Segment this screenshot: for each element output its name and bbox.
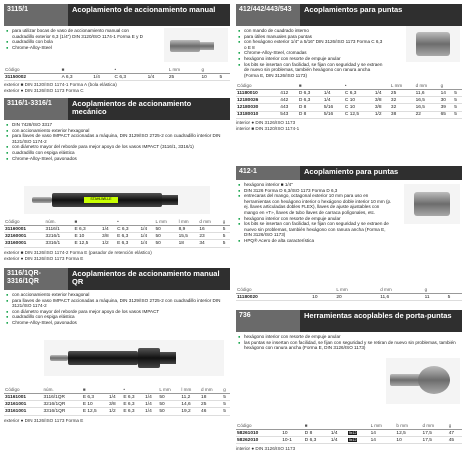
feature-item: ● con accionamiento exterior hexagonal	[6, 292, 226, 298]
table-cell: 3316/1	[45, 240, 74, 247]
product-image	[386, 358, 460, 404]
table-row[interactable]	[236, 111, 462, 118]
product-code: 31160001	[4, 226, 45, 233]
table-cell: 412	[279, 90, 298, 97]
col-header: Código	[236, 286, 311, 294]
table-cell: 1/2	[101, 240, 116, 247]
feature-item: ● Chrome-Alloy-Steel, pavonados	[6, 156, 226, 162]
insert-shank-icon	[390, 374, 420, 386]
table-cell: 22	[415, 111, 440, 118]
quick-release-collar-icon	[138, 348, 160, 368]
feature-item: ● con diámetro mayor del reborde para mejor apoyo de los vasos IMPACT (3116/1, 3316/1)	[6, 144, 226, 150]
col-header: Código	[4, 386, 42, 394]
section-code: 412-1	[236, 166, 300, 180]
feature-item: ● para llaves de vaso IMPACT accionadas a máquina, DIN 3129/ISO 2725-2 con cuadradillo interior DIN 3121/ISO 1174-2	[6, 298, 226, 309]
table-cell: E 12,5	[82, 408, 108, 415]
table-cell: E 6,3	[82, 394, 108, 401]
table-cell: E 6,3	[122, 394, 144, 401]
table-cell: D 8	[298, 111, 323, 118]
table-cell: 5/16	[323, 104, 344, 111]
table-cell: 3216/1	[45, 233, 74, 240]
feature-item: ● para utilizar bocas de vaso de accionamiento manual con cuadradillo exterior 6,3 (1/4") DIN 3120/ISO 1174-1 Forma E y D	[6, 28, 152, 39]
feature-item: ● hexágono interior con resorte de empuje anular	[238, 216, 394, 222]
table-cell: 46	[200, 408, 222, 415]
spec-table	[236, 82, 462, 119]
note-line: exterior ■ DIN 3126/ISO 1174-2 Forma E (pasador de retención elástico)	[4, 250, 152, 255]
table-row[interactable]	[236, 430, 462, 437]
table-cell: 5	[222, 401, 230, 408]
product-image	[406, 26, 460, 62]
feature-item: ● para útiles manuales para puntas	[238, 34, 384, 40]
note-line: exterior ● DIN 3126/ISO 1173 Forma E	[4, 418, 84, 423]
col-header	[347, 422, 370, 430]
spec-table	[4, 218, 230, 248]
feature-item: ● para llaves de vaso IMPACT accionadas a máquina, DIN 3129/ISO 2725-2 con cuadradillo interior DIN 3121/ISO 1174-2	[6, 133, 226, 144]
col-header: •	[114, 66, 168, 74]
table-cell: 543	[279, 111, 298, 118]
norm-notes	[236, 446, 295, 452]
table-cell: 32	[390, 104, 415, 111]
section-title: Acoplamiento de accionamiento manual	[68, 4, 230, 26]
section-header	[236, 166, 462, 180]
table-cell: 11	[424, 294, 447, 301]
feature-item: ● hexágono interior ■ 1/4"	[238, 182, 394, 188]
table-cell: 1/4	[108, 394, 122, 401]
section-3115-1	[4, 4, 230, 93]
table-cell: 25	[200, 401, 222, 408]
ring-head-icon	[418, 366, 450, 394]
table-cell: 1/4	[323, 90, 344, 97]
product-code: 32161001	[4, 401, 42, 408]
hex-shank-icon	[50, 355, 68, 361]
feature-list	[236, 26, 386, 78]
table-cell: E 6,3	[116, 233, 139, 240]
table-cell: 12,5	[395, 430, 421, 437]
feature-item: ● cuadradillo con espiga elástica	[6, 150, 226, 156]
table-cell: 11,6	[379, 294, 423, 301]
table-cell: 3/8	[374, 104, 390, 111]
table-row[interactable]	[236, 437, 462, 444]
section-title: Herramientas acoplables de porta-puntas	[300, 310, 462, 332]
table-row[interactable]	[4, 408, 230, 415]
section-3116-1	[4, 98, 230, 261]
col-header: g	[440, 82, 454, 90]
brand-label: STAHLWILLE	[84, 197, 118, 203]
table-cell: 15,5	[178, 233, 199, 240]
col-header: d mm	[379, 286, 423, 294]
table-cell: 11,2	[180, 394, 200, 401]
col-header: d mm	[198, 218, 221, 226]
product-code: 11180010	[236, 90, 279, 97]
feature-item: ● Chrome-Alloy-Steel, cromadas	[238, 50, 384, 56]
feature-item: ● DIN 3126 Forma D 6,3/ISO 1173 Forma D 6,3	[238, 188, 394, 194]
table-cell: 5	[222, 240, 230, 247]
table-cell: 50	[155, 233, 178, 240]
table-cell: 3116/1	[45, 226, 74, 233]
table-cell: D 8	[298, 104, 323, 111]
product-image	[404, 184, 460, 224]
product-code: 13180010	[236, 111, 279, 118]
table-cell: 16,5	[415, 104, 440, 111]
table-cell: 5	[447, 294, 462, 301]
table-cell: 3/8	[374, 97, 390, 104]
table-cell	[347, 430, 370, 437]
col-header: L mm	[390, 82, 415, 90]
product-code: 12180030	[236, 104, 279, 111]
feature-item: ● los bits se insertan con facilidad, se fijan con seguridad y se extraen de nuevo sin problemas, también hexágono con ranura ancha (Forma E, DIN 3126/ISO 1173)	[238, 221, 394, 238]
norm-notes	[4, 82, 117, 94]
table-cell: 10-1	[281, 437, 304, 444]
table-cell: C 12,5	[344, 111, 374, 118]
feature-item: ● con hexágono exterior 1/4" a 5/16" DIN 3126/ISO 1173 Forma C 6,3 o E 8	[238, 39, 384, 50]
spec-table	[4, 66, 230, 81]
table-cell: 1/4	[147, 74, 168, 81]
table-cell: 3116/1QR	[42, 394, 81, 401]
product-code: 33161001	[4, 408, 42, 415]
table-cell: E 10	[73, 233, 101, 240]
table-cell: 10	[200, 74, 218, 81]
bit-holder-icon	[414, 192, 450, 216]
table-cell: 18	[178, 240, 199, 247]
table-row[interactable]	[236, 97, 462, 104]
table-row[interactable]	[4, 394, 230, 401]
section-code: 3115/1	[4, 4, 68, 26]
spec-table	[236, 286, 462, 301]
product-code: 33160001	[4, 240, 45, 247]
feature-item: ● con mando de cuadrado interno	[238, 28, 384, 34]
product-code: 58262010	[236, 437, 281, 444]
table-cell: C 6,3	[114, 74, 147, 81]
section-3116-1qr	[4, 268, 230, 423]
norm-notes	[4, 250, 152, 262]
col-header: g	[200, 66, 218, 74]
table-cell: 14,6	[180, 401, 200, 408]
norm-notes	[4, 418, 83, 424]
feature-item: ● hexágono interior con resorte de empuje anular	[238, 56, 384, 62]
table-cell: 23	[198, 233, 221, 240]
table-cell: 50	[155, 240, 178, 247]
col-header: g	[222, 386, 230, 394]
table-row[interactable]	[4, 226, 230, 233]
note-line: exterior ● DIN 3126/ISO 1173 Forma C	[4, 87, 84, 93]
feature-list	[4, 26, 154, 50]
square-drive-icon	[200, 42, 214, 50]
table-cell: 5	[222, 408, 230, 415]
table-cell: D 8	[304, 430, 330, 437]
col-header: g	[222, 218, 230, 226]
table-cell: 3216/1QR	[42, 401, 81, 408]
table-cell: 38	[390, 111, 415, 118]
table-cell: 1/4	[144, 408, 158, 415]
spec-table	[236, 422, 462, 444]
table-cell: D 6,3	[298, 97, 323, 104]
table-row[interactable]	[236, 294, 462, 301]
table-cell: D 6,3	[304, 437, 330, 444]
product-code: 11180020	[236, 294, 311, 301]
table-cell: 1/4	[144, 401, 158, 408]
section-412-442-443-543	[236, 4, 462, 131]
table-cell: 5	[453, 104, 462, 111]
feature-item: ● hexágono interior con resorte de empuje anular	[238, 334, 458, 340]
table-cell: 1/4	[330, 437, 347, 444]
col-header: ■	[61, 66, 114, 74]
col-header: Código	[236, 82, 279, 90]
section-code: 3116/1QR-3316/1QR	[4, 268, 68, 290]
note-line: interior ■ DIN 3120/ISO 1174-1	[236, 125, 300, 131]
col-header: L mm	[370, 422, 396, 430]
bit-holder-icon	[416, 32, 450, 56]
col-header: g	[424, 286, 447, 294]
table-cell: C 10	[344, 104, 374, 111]
col-header: d mm	[415, 82, 440, 90]
table-cell: 1/4	[330, 430, 347, 437]
size-badge: 9x12	[348, 430, 357, 435]
table-row[interactable]	[4, 401, 230, 408]
section-header	[4, 268, 230, 290]
table-cell: 1/4	[101, 226, 116, 233]
table-cell: 14	[370, 437, 396, 444]
table-row[interactable]	[4, 74, 230, 81]
table-cell: C 6,3	[344, 90, 374, 97]
feature-item: ● con accionamiento exterior hexagonal	[6, 128, 226, 134]
col-header: b mm	[395, 422, 421, 430]
note-line: interior ● DIN 3126/ISO 1173	[236, 446, 296, 451]
spec-table	[4, 386, 230, 416]
col-header: Código	[4, 218, 45, 226]
table-cell: 45	[448, 437, 462, 444]
table-cell: 1/2	[374, 111, 390, 118]
table-cell	[347, 437, 370, 444]
col-header: •	[344, 82, 390, 90]
col-header: núm.	[45, 218, 74, 226]
table-cell: 1/4	[139, 226, 154, 233]
feature-item: ● los bits se insertan con facilidad, se fijan con seguridad y se extraen de nuevo sin problemas, también hexágono con ranura ancha (Forma E, DIN 3126/ISO 1173)	[238, 62, 384, 79]
table-cell: 25	[168, 74, 201, 81]
table-cell: 442	[279, 97, 298, 104]
product-code: 58261010	[236, 430, 281, 437]
col-header: Código	[236, 422, 281, 430]
table-cell: 25	[390, 90, 415, 97]
section-412-1	[236, 166, 462, 300]
table-cell: 5/16	[323, 111, 344, 118]
table-cell: 50	[158, 394, 180, 401]
col-header: •	[116, 218, 154, 226]
table-cell: 47	[448, 430, 462, 437]
table-cell: 65	[440, 111, 454, 118]
col-header: l mm	[178, 218, 199, 226]
col-header: ■	[298, 82, 344, 90]
table-row[interactable]	[4, 240, 230, 247]
table-row[interactable]	[4, 233, 230, 240]
adapter-body-icon	[170, 40, 200, 52]
square-drive-icon	[162, 195, 178, 205]
table-cell: 32	[390, 97, 415, 104]
table-cell: E 10	[82, 401, 108, 408]
col-header: d mm	[200, 386, 222, 394]
table-cell: 50	[158, 401, 180, 408]
feature-item: ● cuadradillo con bola	[6, 39, 152, 45]
section-title: Acoplamientos de accionamiento manual QR	[68, 268, 230, 290]
section-code: 736	[236, 310, 300, 332]
table-cell: 5	[222, 233, 230, 240]
table-cell: E 12,5	[73, 240, 101, 247]
table-cell: 10	[281, 430, 304, 437]
col-header: L mm	[158, 386, 180, 394]
table-cell: 30	[440, 97, 454, 104]
table-cell: 16,5	[415, 97, 440, 104]
hex-shank-icon	[32, 197, 52, 203]
product-image	[44, 340, 224, 376]
col-header: L mm	[155, 218, 178, 226]
section-header	[4, 4, 230, 26]
table-cell: 3/8	[108, 401, 122, 408]
table-cell: 5	[453, 90, 462, 97]
col-header: •	[122, 386, 158, 394]
table-cell: 1/2	[108, 408, 122, 415]
col-header: ■	[73, 218, 116, 226]
table-cell: 20	[335, 294, 379, 301]
feature-list	[4, 120, 228, 161]
table-cell: 18	[200, 394, 222, 401]
col-header	[279, 82, 298, 90]
size-badge: 9x12	[348, 437, 357, 442]
table-cell: 443	[279, 104, 298, 111]
product-code: 31161001	[4, 394, 42, 401]
table-cell: D 6,3	[298, 90, 323, 97]
table-cell: 16	[198, 226, 221, 233]
norm-notes	[236, 120, 299, 132]
note-line: exterior ● DIN 3126/ISO 1173 Forma E	[4, 255, 84, 261]
col-header	[311, 286, 335, 294]
table-cell: 5	[222, 394, 230, 401]
product-image	[164, 28, 228, 62]
table-cell: 1/4	[139, 240, 154, 247]
square-drive-icon	[160, 352, 176, 364]
col-header: ■	[82, 386, 122, 394]
table-row[interactable]	[236, 90, 462, 97]
table-cell: 10	[395, 437, 421, 444]
table-cell: 50	[155, 226, 178, 233]
feature-item: ● Chrome-Alloy-Steel, pavonados	[6, 320, 226, 326]
table-cell: 1/4	[323, 97, 344, 104]
table-cell: 11,6	[415, 90, 440, 97]
table-cell: 5	[453, 97, 462, 104]
table-cell: 10	[311, 294, 335, 301]
product-code: 32160001	[4, 233, 45, 240]
feature-item: ● entrecaras del mango, octagonal exterior 10 mm para uso en herramientas con hexágono interior o hexágono doble interior 10 mm (p. ej. llaves articuladas dobles FLEX), llaves de ajuste ajustables con mango en «T», llaves de tubo llaves de carraca polígonales, etc.	[238, 193, 394, 215]
table-cell: C 6,3	[116, 226, 139, 233]
table-cell: A 6,3	[61, 74, 93, 81]
adapter-body-icon	[68, 351, 138, 365]
feature-item: ● cuadradillo con espiga elástica	[6, 314, 226, 320]
section-title: Acoplamiento para puntas	[300, 166, 462, 180]
table-row[interactable]	[236, 104, 462, 111]
col-header: ■	[304, 422, 347, 430]
section-header	[4, 98, 230, 120]
table-cell: 14	[440, 90, 454, 97]
table-cell: 50	[158, 408, 180, 415]
col-header: g	[448, 422, 462, 430]
note-line: interior ● DIN 3126/ISO 1173	[236, 120, 296, 125]
table-cell: 17,5	[422, 430, 448, 437]
table-cell: 3316/1QR	[42, 408, 81, 415]
table-cell: 5	[218, 74, 230, 81]
section-code: 3116/1-3316/1	[4, 98, 68, 120]
feature-item: ● con diámetro mayor del reborde para mejor apoyo de los vasos IMPACT	[6, 309, 226, 315]
table-cell: 17,5	[422, 437, 448, 444]
table-cell: 19,2	[180, 408, 200, 415]
section-title: Acoplamientos para puntas	[300, 4, 462, 26]
col-header: L mm	[168, 66, 201, 74]
col-header: L mm	[335, 286, 379, 294]
section-736	[236, 310, 462, 451]
table-cell: E 6,3	[122, 401, 144, 408]
table-cell: 1/4	[144, 394, 158, 401]
table-cell: E 6,3	[73, 226, 101, 233]
note-line: exterior ■ DIN 3120/ISO 1174-1 Forma A (bola elástica)	[4, 82, 117, 87]
table-cell: 3/8	[101, 233, 116, 240]
col-header	[281, 422, 304, 430]
feature-item: ● DIN 7428/ISO 3317	[6, 122, 226, 128]
feature-item: ● las puntas se insertan con facilidad, se fijan con seguridad y se retiran de nuevo sin problemas, también hexágono con ranura ancha (Forma E, DIN 3126/ISO 1173)	[238, 340, 458, 351]
col-header: d mm	[422, 422, 448, 430]
feature-list	[236, 180, 396, 244]
section-header	[236, 310, 462, 332]
col-header: núm.	[42, 386, 81, 394]
table-cell: 34	[198, 240, 221, 247]
table-cell: 1/4	[139, 233, 154, 240]
table-cell: 1/4	[374, 90, 390, 97]
product-code: 12180026	[236, 97, 279, 104]
feature-list	[236, 332, 460, 351]
table-cell: 39	[440, 104, 454, 111]
table-cell: 8,9	[178, 226, 199, 233]
table-cell: 1/4	[92, 74, 113, 81]
feature-item: ● HPQ® Acero de alta característica	[238, 238, 394, 244]
table-cell: 5	[453, 111, 462, 118]
col-header: l mm	[180, 386, 200, 394]
col-header: Código	[4, 66, 61, 74]
feature-item: ● Chrome-Alloy-Steel	[6, 45, 152, 51]
product-code: 31150002	[4, 74, 61, 81]
section-code: 412/442/443/543	[236, 4, 300, 26]
table-cell: 5	[222, 226, 230, 233]
feature-list	[4, 290, 228, 326]
table-cell: 14	[370, 430, 396, 437]
table-cell: E 6,3	[122, 408, 144, 415]
section-header	[236, 4, 462, 26]
table-cell: C 10	[344, 97, 374, 104]
section-title: Acoplamientos de accionamiento mecánico	[68, 98, 230, 120]
product-image	[24, 186, 210, 214]
table-cell: E 6,3	[116, 240, 139, 247]
